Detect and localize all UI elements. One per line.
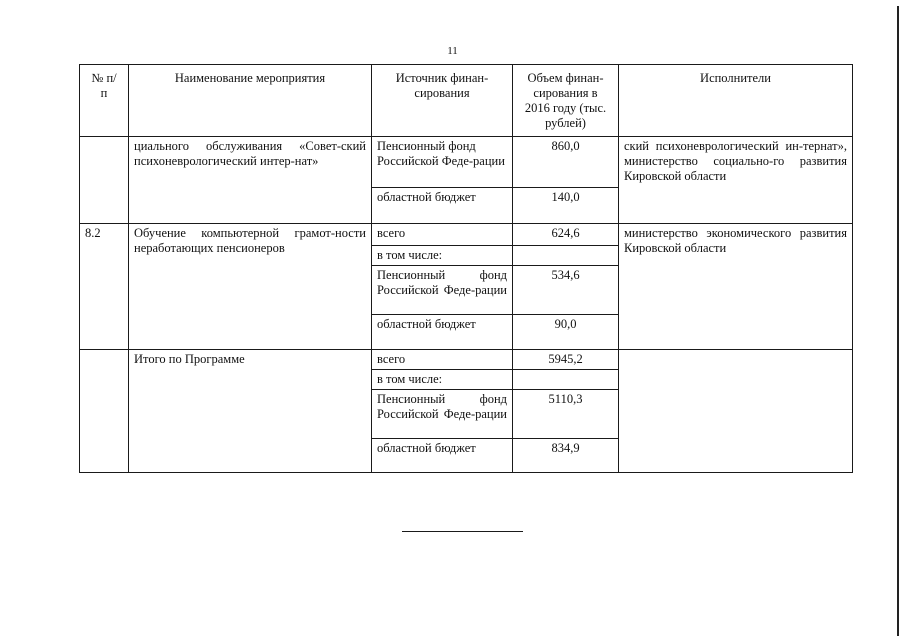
volume-cell: 834,9 xyxy=(513,439,619,473)
volume-cell xyxy=(513,370,619,390)
source-cell: в том числе: xyxy=(372,370,513,390)
volume-cell: 624,6 xyxy=(513,224,619,246)
source-cell: Пенсионный фонд Российской Феде-рации xyxy=(372,137,513,188)
source-cell: областной бюджет xyxy=(372,315,513,350)
row-num xyxy=(80,137,129,224)
source-cell: областной бюджет xyxy=(372,188,513,224)
row-num: 8.2 xyxy=(80,224,129,350)
source-cell: Пенсионный фонд Российской Феде-рации xyxy=(372,390,513,439)
volume-cell: 5945,2 xyxy=(513,350,619,370)
source-cell: всего xyxy=(372,350,513,370)
header-num: № п/п xyxy=(80,65,129,137)
source-cell: в том числе: xyxy=(372,246,513,266)
source-cell: всего xyxy=(372,224,513,246)
executors-cell: министерство экономического развития Кировской области xyxy=(619,224,853,350)
header-source: Источник финан-сирования xyxy=(372,65,513,137)
volume-cell: 534,6 xyxy=(513,266,619,315)
table-row xyxy=(80,224,853,246)
executors-cell xyxy=(619,350,853,473)
measure-name: циального обслуживания «Совет-ский психоневрологический интер-нат» xyxy=(129,137,372,224)
header-volume: Объем финан-сирования в 2016 году (тыс. рублей) xyxy=(513,65,619,137)
table-row xyxy=(80,137,853,188)
end-of-document-rule xyxy=(402,531,523,532)
program-funding-table xyxy=(79,64,853,473)
volume-cell xyxy=(513,246,619,266)
executors-cell: ский психоневрологический ин-тернат», министерство социально-го развития Кировской области xyxy=(619,137,853,224)
scan-edge-line xyxy=(897,6,899,636)
header-executors: Исполнители xyxy=(619,65,853,137)
volume-cell: 860,0 xyxy=(513,137,619,188)
row-num xyxy=(80,350,129,473)
source-cell: областной бюджет xyxy=(372,439,513,473)
header-row xyxy=(80,65,853,137)
table-row xyxy=(80,350,853,370)
volume-cell: 5110,3 xyxy=(513,390,619,439)
source-cell: Пенсионный фонд Российской Феде-рации xyxy=(372,266,513,315)
page-number: 11 xyxy=(447,45,458,57)
measure-name: Обучение компьютерной грамот-ности неработающих пенсионеров xyxy=(129,224,372,350)
measure-name: Итого по Программе xyxy=(129,350,372,473)
header-name: Наименование мероприятия xyxy=(129,65,372,137)
volume-cell: 90,0 xyxy=(513,315,619,350)
volume-cell: 140,0 xyxy=(513,188,619,224)
